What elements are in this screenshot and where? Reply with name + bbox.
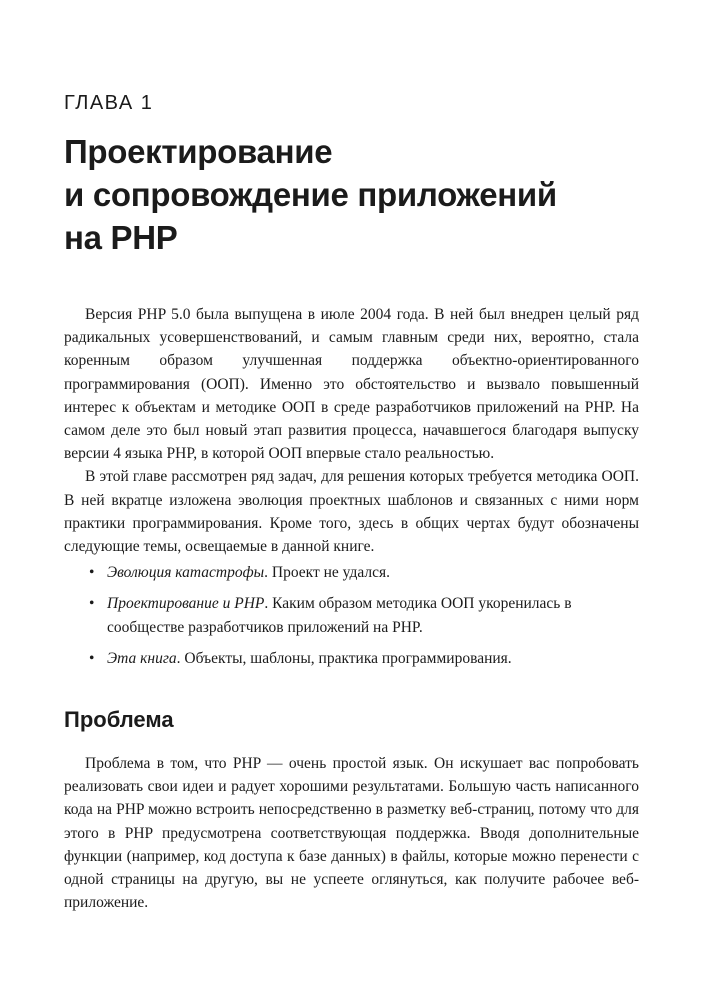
- chapter-title: [64, 130, 639, 259]
- bullet-icon: •: [89, 595, 95, 613]
- chapter-title-line: Проектирование: [64, 133, 333, 170]
- section-paragraph: Проблема в том, что PHP — очень простой язык. Он искушает вас попробовать реализовать свои идеи и радует хорошими результатами. Большую часть написанного кода на PHP можно встроить непосредственно в разметку веб-страниц, потому что для этого в PHP предусмотрена соответствующая поддержка. Вводя дополнительные функции (например, код доступа к базе данных) в файлы, которые можно перенести с одной страницы на другую, вы не успеете оглянуться, как получите рабочее веб-приложение.: [64, 755, 639, 912]
- topic-item: [64, 592, 639, 638]
- topic-text: . Проект не удался.: [264, 564, 390, 582]
- chapter-label: ГЛАВА 1: [64, 92, 154, 114]
- intro-paragraph: Версия PHP 5.0 была выпущена в июле 2004 года. В ней был внедрен целый ряд радикальных усовершенствований, и самым главным среди них, вероятно, стала коренным образом улучшенная поддержка объектно-ориентированного программирования (ООП). Именно это обстоятельство и вызвало повышенный интерес к объектам и методике ООП в среде разработчиков приложений на PHP. На самом деле это был новый этап развития процесса, начавшегося благодаря выпуску версии 4 языка PHP, в которой ООП впервые стало реальностью.: [64, 306, 639, 463]
- chapter-title-line: на PHP: [64, 219, 178, 256]
- topic-item: [64, 647, 639, 670]
- bullet-icon: •: [89, 564, 95, 582]
- topic-text: . Каким образом методика ООП укоренилась в сообществе разработчиков приложений на PHP.: [107, 595, 572, 636]
- topic-item: [64, 561, 639, 584]
- section-title: Проблема: [64, 707, 174, 733]
- topic-term: Проектирование и PHP: [107, 595, 265, 613]
- topics-list: [64, 561, 639, 670]
- intro-paragraph: В этой главе рассмотрен ряд задач, для решения которых требуется методика ООП. В ней вкратце изложена эволюция проектных шаблонов и связанных с ними норм практики программирования. Кроме того, здесь в общих чертах будут обозначены следующие темы, освещаемые в данной книге.: [64, 468, 639, 556]
- bullet-icon: •: [89, 649, 95, 667]
- chapter-title-line: и сопровождение приложений: [64, 176, 557, 213]
- topic-term: Эволюция катастрофы: [107, 564, 265, 582]
- topic-text: . Объекты, шаблоны, практика программирования.: [176, 649, 512, 667]
- topic-term: Эта книга: [107, 649, 177, 667]
